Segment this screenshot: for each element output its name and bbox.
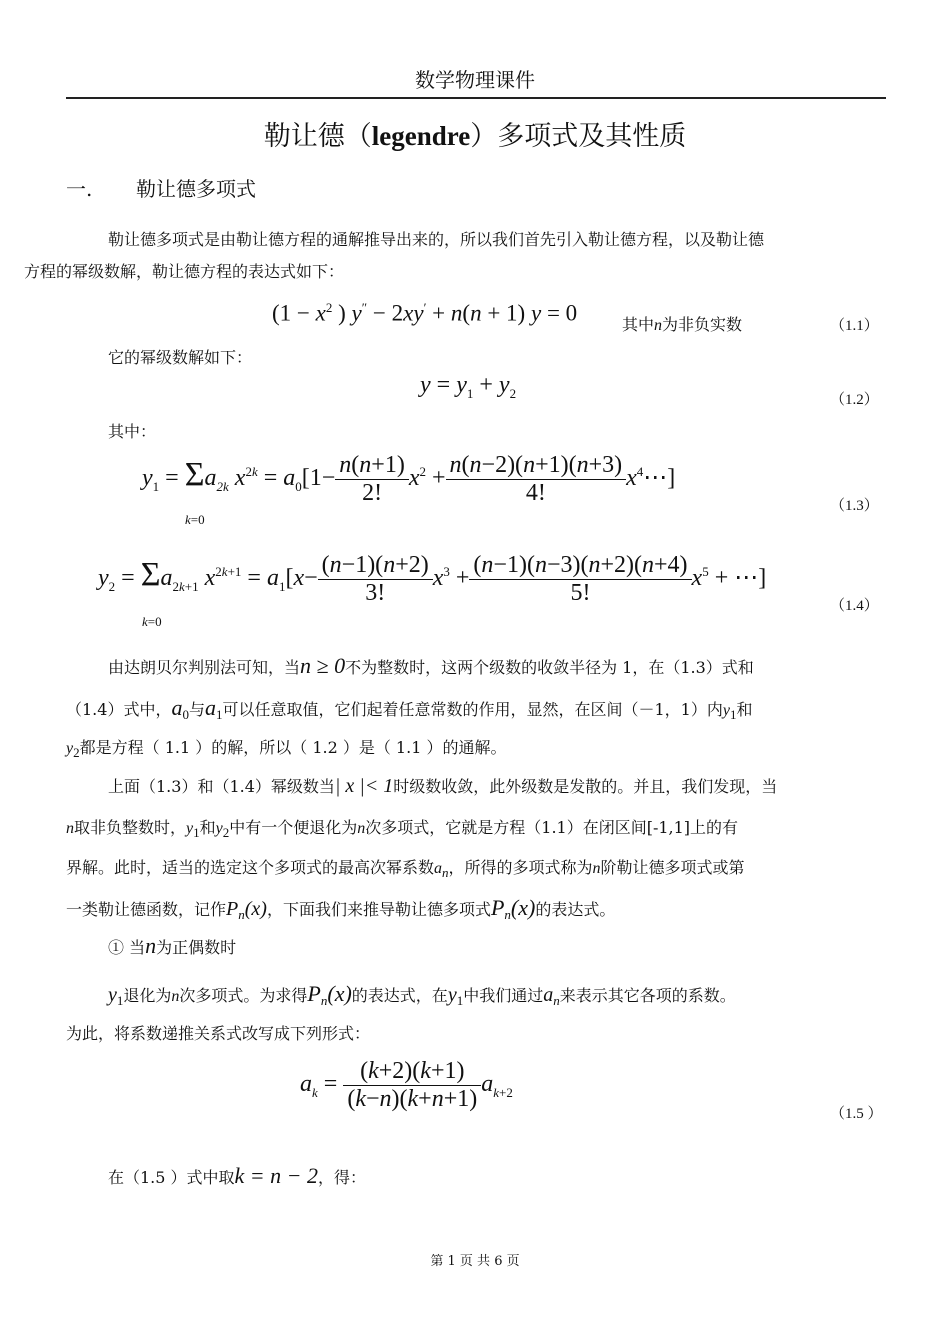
where-label: 其中： [108, 422, 157, 441]
equation-1-1: ($1 - x^2$ ) y″ − 2xy′ + n(n + 1) y = 0 [272, 300, 578, 326]
equation-1-4: $y_2 = \Sigma a_{2k+1}$ $x^{2k+1} = a_1[x-$ $\frac{(n-1)(n+2)}{3!}$ $x^3$ + $\frac{(n-1)(n-3)(n+2)(n+4)}{5!}$ $x^5$ + ⋯] [98, 552, 767, 606]
degeneracy-line-4: 一类勒让德函数，记作$P_n(x)$，下面我们来推导勒让德多项式$P_n(x)$的表达式。 [66, 895, 616, 923]
case-even-heading: ① 当n为正偶数时 [108, 933, 237, 958]
even-line-2: 为此，将系数递推关系式改写成下列形式： [66, 1024, 371, 1043]
equation-1-1-note: 其中n为非负实数 [622, 315, 743, 334]
even-line-1: $y_1$退化为n次多项式。为求得$P_n(x)$的表达式，在$y_1$中我们通过$a_n$来表示其它各项的系数。 [108, 981, 736, 1009]
degeneracy-line-3: 界解。此时，适当的选定这个多项式的最高次幂系数$a_n$，所得的多项式称为n阶勒让德多项式或第 [66, 858, 745, 881]
intro-paragraph: 勒让德多项式是由勒让德方程的通解推导出来的，所以我们首先引入勒让德方程，以及勒让德 方程的幂级数解，勒让德方程的表达式如下： [24, 230, 765, 281]
degeneracy-line-2: n取非负整数时，$y_1$和$y_2$中有一个便退化为n次多项式，它就是方程（1.1）在闭区间[-1,1]上的有 [66, 818, 739, 841]
equation-number: （1.4） [830, 598, 879, 614]
header-rule [66, 97, 886, 99]
equation-1-3: $y_1 = \Sigma a_{2k}$ $x^{2k} = a_0[1-$ $\frac{n(n+1)}{2!}$ $x^2$ + $\frac{n(n-2)(n+1)(n+3)}{4!}$ $x^4\cdots$] [142, 452, 676, 506]
equation-1-5: $a_k$ = $\frac{(k+2)(k+1)}{(k-n)(k+n+1)}$ $a_{k+2}$ [300, 1058, 513, 1112]
section-heading: 一. 勒让德多项式 [66, 177, 256, 201]
degeneracy-line-1: 上面（1.3）和（1.4）幂级数当| x |< 1时级数收敛，此外级数是发散的。并且，我们发现，当 [108, 775, 778, 797]
running-header: 数学物理课件 [415, 68, 535, 92]
sum-index-1-3: k=0 [185, 512, 205, 527]
page-title: 勒让德（legendre）多项式及其性质 [263, 121, 687, 152]
convergence-line-3: $y_2$都是方程（ 1.1 ）的解，所以（ 1.2 ）是（ 1.1 ）的通解。 [66, 738, 507, 761]
convergence-line-1: 由达朗贝尔判别法可知，当n ≥ 0不为整数时，这两个级数的收敛半径为 1，在（1.3）式和 [108, 653, 754, 678]
sum-index-1-4: k=0 [142, 614, 162, 629]
equation-1-2: $y = y_1 + y_2$ [420, 372, 517, 401]
take-k-line: 在（1.5 ）式中取k = n − 2，得： [108, 1163, 367, 1188]
equation-number: （1.1） [830, 318, 879, 334]
page-footer: 第 1 页 共 6 页 [430, 1254, 520, 1269]
equation-number: （1.3） [830, 498, 879, 514]
solution-intro: 它的幂级数解如下： [108, 348, 253, 367]
equation-number: （1.5 ） [830, 1106, 883, 1122]
equation-number: （1.2） [830, 392, 879, 408]
convergence-line-2: （1.4）式中，$a_0$与$a_1$可以任意取值，它们起着任意常数的作用，显然，在区间（－1，1）内$y_1$和 [66, 695, 753, 723]
